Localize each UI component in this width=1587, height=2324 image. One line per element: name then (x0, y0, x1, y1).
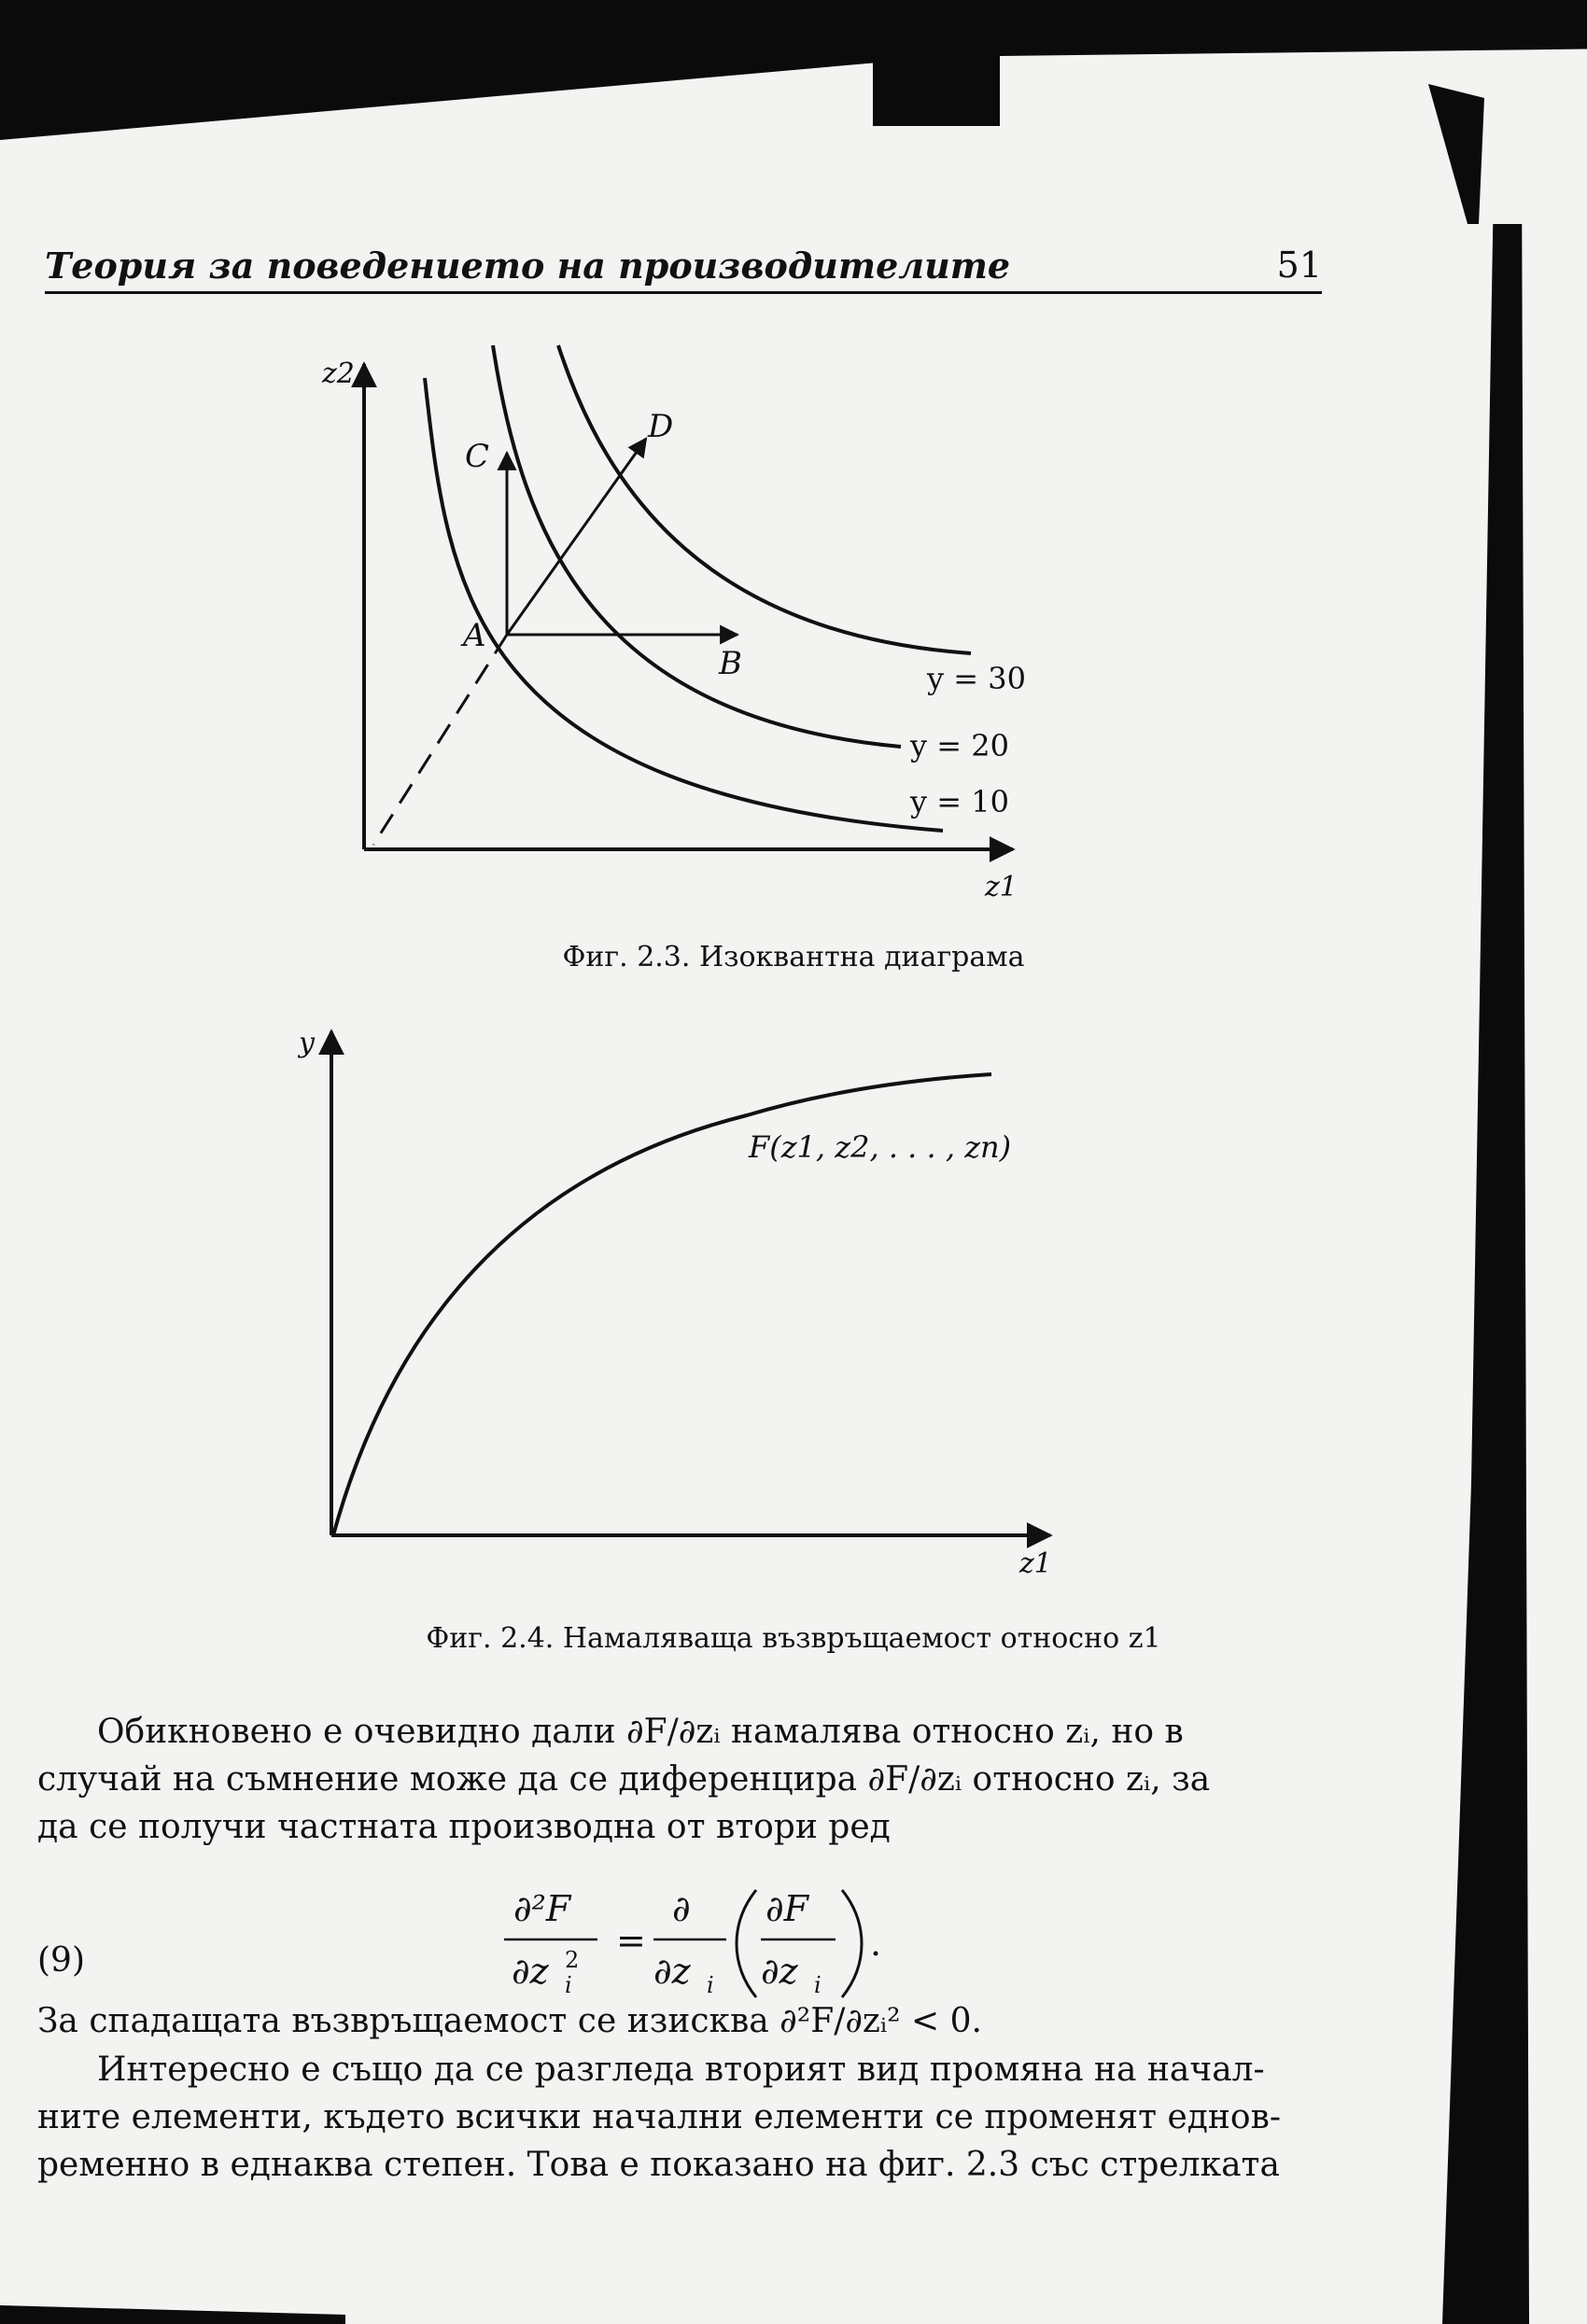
z1-axis-label: z1 (1019, 1547, 1052, 1580)
figure-2-3-caption: Фиг. 2.3. Изоквантна диаграма (562, 941, 1025, 973)
isoquant-y30 (558, 345, 971, 653)
curve-label-y10: y = 10 (910, 784, 1009, 819)
isoquant-diagram (0, 336, 1587, 915)
header-title: Теория за поведението на производителите (45, 245, 1011, 287)
paragraph-1-line-3: да се получи частната производна от втори ред (37, 1808, 891, 1846)
figure-2-4-caption: Фиг. 2.4. Намаляваща възвръщаемост относно z1 (426, 1622, 1161, 1655)
point-C-label: C (465, 438, 490, 475)
arrow-A-to-D (507, 439, 646, 635)
z1-axis-label: z1 (985, 871, 1018, 903)
svg-text:∂z: ∂z (512, 1951, 549, 1992)
scan-shadow-top (0, 0, 1587, 140)
svg-text:∂z: ∂z (653, 1951, 691, 1992)
svg-text:∂²F: ∂²F (513, 1888, 571, 1929)
svg-text:∂F: ∂F (765, 1888, 809, 1929)
point-B-label: B (719, 645, 742, 682)
point-A-label: A (463, 617, 486, 654)
ray-to-origin-dashed (373, 635, 507, 845)
paragraph-3-line-3: ременно в еднаква степен. Това е показано на фиг. 2.3 със стрелката (37, 2146, 1280, 2184)
isoquant-y10 (425, 378, 943, 831)
svg-text:∂: ∂ (672, 1888, 691, 1929)
paragraph-3-line-1: Интересно е също да се разгледа вторият вид промяна на начал- (97, 2051, 1265, 2089)
paragraph-2: За спадащата възвръщаемост се изисква ∂²F/∂zᵢ² < 0. (37, 2002, 982, 2040)
diminishing-returns-chart (0, 1013, 1587, 1591)
curve-label-y30: y = 30 (927, 661, 1026, 696)
svg-text:.: . (870, 1923, 882, 1964)
page-number: 51 (1276, 245, 1322, 286)
paragraph-1-line-1: Обикновено е очевидно дали ∂F/∂zᵢ намалява относно zᵢ, но в (97, 1713, 1184, 1751)
svg-text:i: i (565, 1972, 572, 1998)
svg-text:i: i (814, 1972, 822, 1998)
svg-text:∂z: ∂z (761, 1951, 798, 1992)
y-axis-label: y (299, 1027, 315, 1059)
svg-text:2: 2 (565, 1947, 580, 1973)
header-rule (45, 291, 1322, 294)
running-header (45, 245, 1322, 291)
isoquant-y20 (493, 345, 901, 747)
scan-shadow-bottom (0, 2301, 345, 2324)
paragraph-1-line-2: случай на съмнение може да се диференцира ∂F/∂zᵢ относно zᵢ, за (37, 1760, 1211, 1799)
curve-label: F(z1, z2, . . . , zn) (749, 1129, 1012, 1165)
paragraph-3-line-2: ните елементи, където всички начални елементи се променят еднов- (37, 2098, 1282, 2136)
svg-text:=: = (616, 1920, 646, 1961)
point-D-label: D (648, 408, 674, 445)
equation-number: (9) (37, 1941, 85, 1980)
z2-axis-label: z2 (322, 357, 355, 390)
svg-text:i: i (707, 1972, 714, 1998)
scan-shadow-right-top (1428, 84, 1484, 224)
curve-label-y20: y = 20 (910, 728, 1009, 763)
